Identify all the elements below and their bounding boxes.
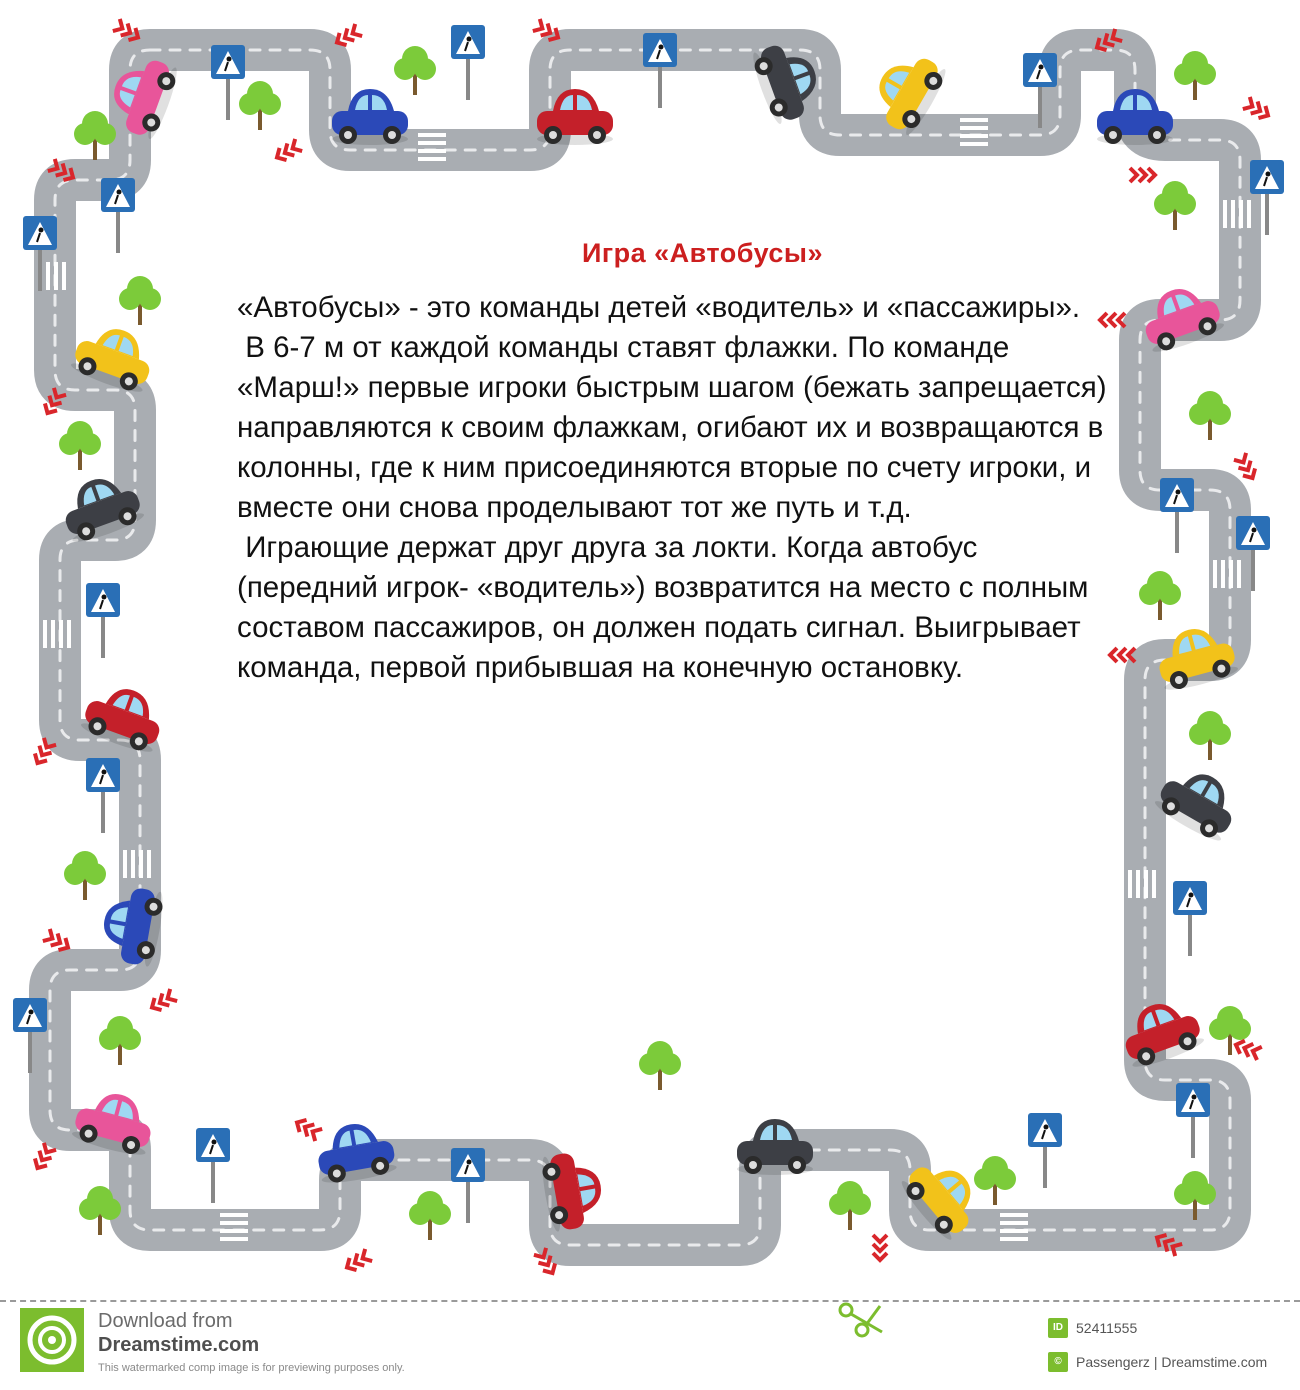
tree-icon	[119, 276, 161, 325]
credit-row	[1048, 1352, 1267, 1372]
car-icon	[1097, 89, 1173, 145]
tree-icon	[394, 46, 436, 95]
pedestrian-crossing-sign-icon	[196, 1128, 230, 1203]
tree-icon	[99, 1016, 141, 1065]
chevron-sign-icon	[1234, 1038, 1262, 1060]
paragraph-3: Играющие держат друг друга за локти. Когда автобус (передний игрок- «водитель») возвратится на место с полным составом пассажиров, он должен подать сигнал. Выигрывает команда, первой прибывшая на конечную остановку.	[237, 531, 1097, 684]
watermark-note: This watermarked comp image is for previewing purposes only.	[98, 1362, 405, 1374]
rules-text	[237, 288, 1115, 688]
tree-icon	[1174, 51, 1216, 100]
chevron-sign-icon	[294, 1116, 323, 1141]
credit-text[interactable]: Passengerz | Dreamstime.com	[1076, 1354, 1268, 1370]
tree-icon	[639, 1041, 681, 1090]
image-id-row	[1048, 1318, 1137, 1338]
tree-icon	[239, 81, 281, 130]
pedestrian-crossing-sign-icon	[1173, 881, 1207, 956]
tree-icon	[1189, 711, 1231, 760]
paragraph-1: «Автобусы» - это команды детей «водитель» и «пассажиры».	[237, 291, 1081, 324]
pedestrian-crossing-sign-icon	[1176, 1083, 1210, 1158]
chevron-sign-icon	[149, 989, 178, 1014]
brand-name[interactable]: Dreamstime.com	[98, 1334, 260, 1356]
id-badge: ID	[1048, 1318, 1068, 1338]
scissors-icon	[836, 1300, 886, 1340]
paragraph-2: В 6-7 м от каждой команды ставят флажки. По команде «Марш!» первые игроки быстрым шагом (бежать запрещается) направляются к своим флажкам, огибают их и возвращаются в колонны, где к ним присоединяются вторые по счету игроки, и вместе они снова проделывают тот же путь и т.д.	[237, 331, 1115, 524]
pedestrian-crossing-sign-icon	[1160, 478, 1194, 553]
chevron-sign-icon	[1234, 453, 1259, 482]
pedestrian-crossing-sign-icon	[1028, 1113, 1062, 1188]
pedestrian-crossing-sign-icon	[211, 45, 245, 120]
chevron-sign-icon	[1243, 97, 1272, 122]
pedestrian-crossing-sign-icon	[86, 583, 120, 658]
car-icon	[1152, 758, 1246, 844]
chevron-sign-icon	[344, 1249, 373, 1274]
tree-icon	[829, 1181, 871, 1230]
pedestrian-crossing-sign-icon	[86, 758, 120, 833]
chevron-sign-icon	[274, 139, 303, 164]
cut-line	[0, 1300, 1300, 1302]
tree-icon	[974, 1156, 1016, 1205]
watermark-footer	[0, 1300, 1300, 1390]
tree-icon	[64, 851, 106, 900]
tree-icon	[1189, 391, 1231, 440]
copyright-badge: ©	[1048, 1352, 1068, 1372]
tree-icon	[1139, 571, 1181, 620]
tree-icon	[1154, 181, 1196, 230]
download-label: Download from	[98, 1310, 233, 1332]
dreamstime-logo-icon	[20, 1308, 84, 1372]
pedestrian-crossing-sign-icon	[451, 25, 485, 100]
image-id: 52411555	[1076, 1320, 1138, 1336]
tree-icon	[409, 1191, 451, 1240]
page-title: Игра «Автобусы»	[581, 238, 824, 268]
chevron-sign-icon	[1130, 168, 1155, 182]
car-icon	[737, 1119, 813, 1175]
tree-icon	[59, 421, 101, 470]
pedestrian-crossing-sign-icon	[451, 1148, 485, 1223]
chevron-sign-icon	[873, 1235, 887, 1260]
